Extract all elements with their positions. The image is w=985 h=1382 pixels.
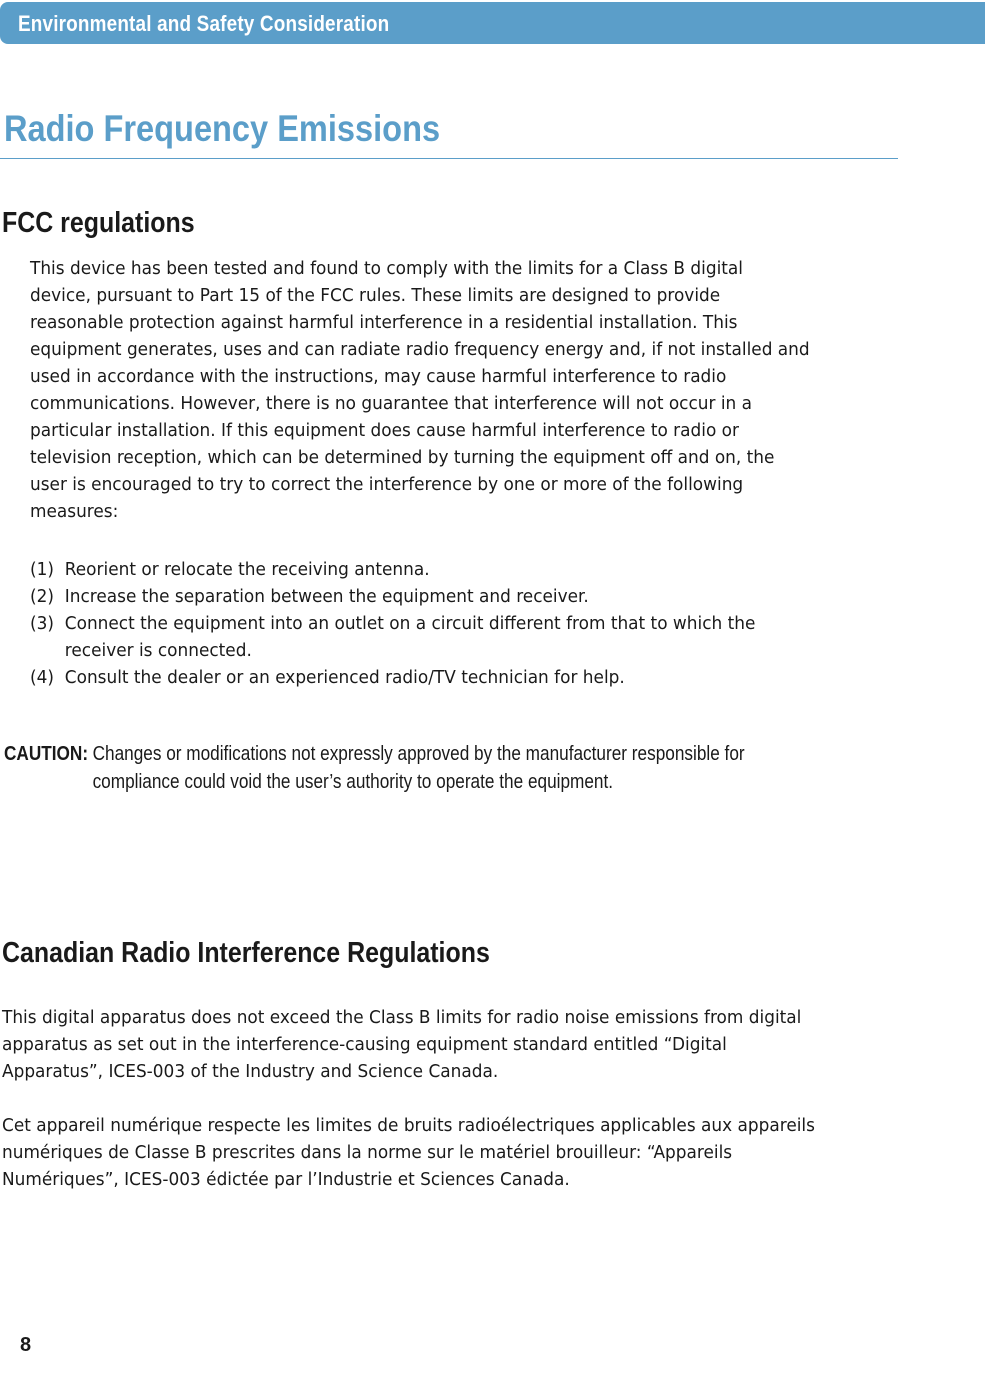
caution-label: CAUTION: [4, 743, 89, 765]
canadian-heading: Canadian Radio Interference Regulations [2, 937, 490, 969]
measure-item [30, 664, 755, 691]
measure-text: Increase the separation between the equipment and receiver. [64, 586, 589, 607]
canadian-paragraph-english: This digital apparatus does not exceed the Class B limits for radio noise emissions from digital apparatus as set out in the interference-causing equipment standard entitled “Digital Apparatus”, ICES-003 of the Industry and Science Canada. [2, 1007, 802, 1082]
measure-item [30, 556, 755, 583]
fcc-paragraph: This device has been tested and found to comply with the limits for a Class B digital device, pursuant to Part 15 of the FCC rules. These limits are designed to provide reasonable protection against harmful interference in a residential installation. This equipment generates, uses and can radiate radio frequency energy and, if not installed and used in accordance with the instructions, may cause harmful interference to radio communications. However, there is no guarantee that interference will not occur in a particular installation. If this equipment does cause harmful interference to radio or television reception, which can be determined by turning the equipment off and on, the user is encouraged to try to correct the interference by one or more of the following measures: [30, 258, 810, 522]
measure-number: (4) [30, 667, 54, 688]
measure-number: (1) [30, 559, 54, 580]
measure-number: (2) [30, 586, 54, 607]
fcc-heading: FCC regulations [2, 207, 195, 239]
measure-item [30, 583, 755, 610]
header-title: Environmental and Safety Consideration [18, 11, 390, 36]
canadian-paragraph-french: Cet appareil numérique respecte les limites de bruits radioélectriques applicables aux appareils numériques de Classe B prescrites dans la norme sur le matériel brouilleur: “Appareils Numériques”, ICES-003 édictée par l’Industrie et Sciences Canada. [2, 1115, 815, 1190]
section-title: Radio Frequency Emissions [4, 108, 441, 149]
measure-text: Reorient or relocate the receiving antenna. [64, 559, 430, 580]
page-number: 8 [20, 1334, 32, 1356]
measure-item [30, 610, 755, 664]
measure-text: Connect the equipment into an outlet on a circuit different from that to which the receiver is connected. [64, 613, 756, 661]
header-bar [0, 2, 985, 44]
title-divider [0, 158, 898, 159]
fcc-measures-list [30, 556, 755, 691]
measure-number: (3) [30, 613, 54, 634]
caution-text: Changes or modifications not expressly approved by the manufacturer responsible for compliance could void the user’s authority to operate the equipment. [92, 743, 745, 793]
measure-text: Consult the dealer or an experienced radio/TV technician for help. [64, 667, 625, 688]
